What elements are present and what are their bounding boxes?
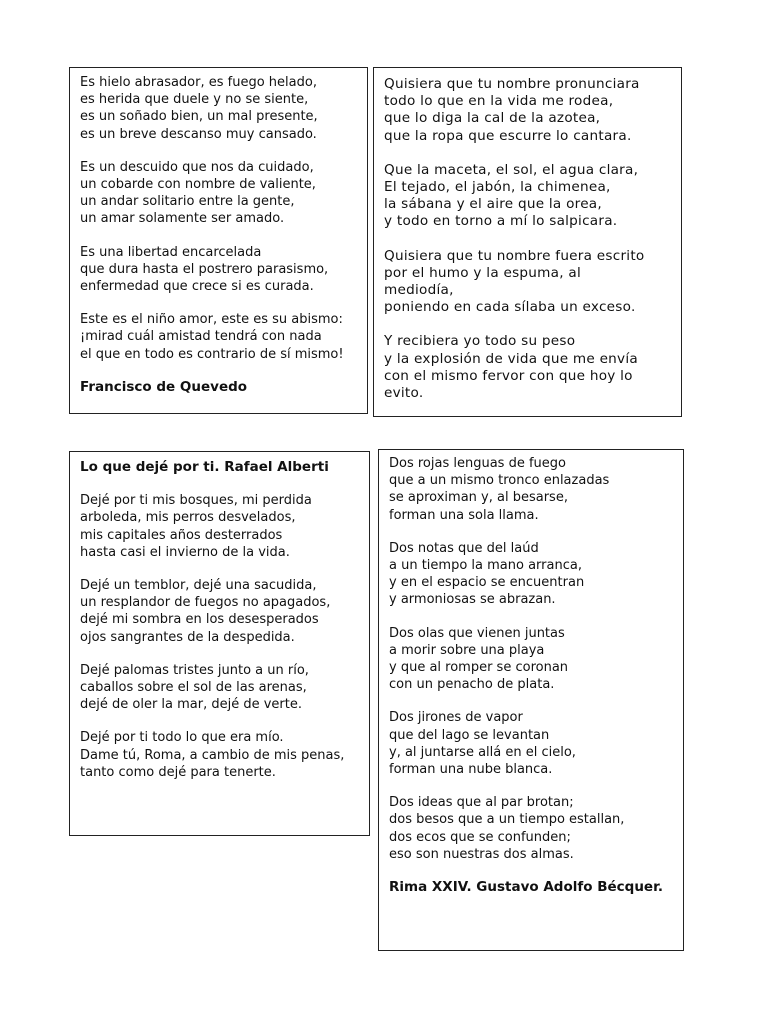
poem-line: dejé de oler la mar, dejé de verte. bbox=[80, 697, 303, 713]
poem-line: dos besos que a un tiempo estallan, bbox=[389, 812, 625, 828]
stanza bbox=[384, 76, 681, 145]
poem-line: Dejé palomas tristes junto a un río, bbox=[80, 662, 309, 678]
poem-box-quevedo bbox=[69, 67, 368, 414]
poem-line: que dura hasta el postrero parasismo, bbox=[80, 261, 329, 277]
poem-line: con el mismo fervor con que hoy lo bbox=[384, 367, 633, 384]
stanza bbox=[80, 311, 367, 363]
poem-box-alberti bbox=[69, 451, 370, 836]
poem-body bbox=[384, 76, 681, 402]
poem-line: dos ecos que se confunden; bbox=[389, 829, 571, 845]
poem-line: arboleda, mis perros desvelados, bbox=[80, 510, 296, 526]
stanza bbox=[80, 662, 369, 714]
poem-line: Que la maceta, el sol, el agua clara, bbox=[384, 161, 639, 178]
poem-body bbox=[80, 492, 369, 781]
poem-line: un andar solitario entre la gente, bbox=[80, 194, 295, 210]
poem-line: enfermedad que crece si es curada. bbox=[80, 279, 314, 295]
poem-box-becquer bbox=[378, 449, 684, 951]
poem-line: Dejé por ti mis bosques, mi perdida bbox=[80, 493, 312, 509]
stanza bbox=[80, 729, 369, 781]
poem-line: forman una sola llama. bbox=[389, 507, 539, 523]
poem-line: evito. bbox=[384, 385, 424, 402]
poem-line: Y recibiera yo todo su peso bbox=[384, 333, 576, 350]
poem-line: ¡mirad cuál amistad tendrá con nada bbox=[80, 329, 322, 345]
stanza bbox=[389, 540, 683, 609]
poem-author: Francisco de Quevedo bbox=[80, 378, 248, 395]
poem-line: es herida que duele y no se siente, bbox=[80, 92, 309, 108]
poem-line: Es una libertad encarcelada bbox=[80, 244, 262, 260]
poem-line: un amar solamente ser amado. bbox=[80, 211, 285, 227]
poem-author: Rima XXIV. Gustavo Adolfo Bécquer. bbox=[389, 879, 663, 896]
poem-line: caballos sobre el sol de las arenas, bbox=[80, 680, 307, 696]
poem-line: Dejé un temblor, dejé una sacudida, bbox=[80, 578, 317, 594]
poem-line: con un penacho de plata. bbox=[389, 677, 555, 693]
poem-line: Dejé por ti todo lo que era mío. bbox=[80, 730, 284, 746]
stanza bbox=[80, 492, 369, 561]
poem-line: ojos sangrantes de la despedida. bbox=[80, 629, 295, 645]
poem-line: todo lo que en la vida me rodea, bbox=[384, 93, 614, 110]
stanza bbox=[80, 244, 367, 296]
poem-line: Dos olas que vienen juntas bbox=[389, 625, 565, 641]
poem-line: que lo diga la cal de la azotea, bbox=[384, 110, 601, 127]
poem-line: a un tiempo la mano arranca, bbox=[389, 558, 582, 574]
poem-line: y que al romper se coronan bbox=[389, 660, 569, 676]
poem-line: Quisiera que tu nombre fuera escrito bbox=[384, 247, 645, 264]
poem-line: por el humo y la espuma, al bbox=[384, 264, 581, 281]
poem-body bbox=[389, 455, 683, 863]
poem-line: Dos notas que del laúd bbox=[389, 540, 539, 556]
stanza bbox=[384, 248, 681, 317]
poem-line: forman una nube blanca. bbox=[389, 762, 553, 778]
poem-line: Dos rojas lenguas de fuego bbox=[389, 456, 566, 471]
poem-line: Dame tú, Roma, a cambio de mis penas, bbox=[80, 747, 345, 763]
poem-line: es un breve descanso muy cansado. bbox=[80, 126, 317, 142]
poem-line: hasta casi el invierno de la vida. bbox=[80, 544, 290, 560]
stanza bbox=[389, 625, 683, 694]
poem-line: y todo en torno a mí lo salpicara. bbox=[384, 213, 618, 230]
poem-line: mediodía, bbox=[384, 282, 454, 299]
poem-line: a morir sobre una playa bbox=[389, 642, 545, 658]
poem-box-nombre bbox=[373, 67, 682, 417]
stanza bbox=[389, 794, 683, 863]
stanza bbox=[384, 333, 681, 402]
poem-line: Este es el niño amor, este es su abismo: bbox=[80, 312, 343, 328]
stanza bbox=[389, 709, 683, 778]
stanza bbox=[80, 577, 369, 646]
poem-title: Lo que dejé por ti. Rafael Alberti bbox=[80, 459, 329, 475]
poem-line: y armoniosas se abrazan. bbox=[389, 592, 556, 608]
poem-line: se aproximan y, al besarse, bbox=[389, 490, 568, 506]
poem-body bbox=[80, 74, 367, 363]
poem-line: y en el espacio se encuentran bbox=[389, 575, 585, 591]
poem-line: Es un descuido que nos da cuidado, bbox=[80, 159, 314, 175]
poem-line: es un soñado bien, un mal presente, bbox=[80, 109, 318, 125]
poem-line: poniendo en cada sílaba un exceso. bbox=[384, 299, 636, 316]
poem-line: Quisiera que tu nombre pronunciara bbox=[384, 76, 640, 92]
stanza bbox=[384, 162, 681, 231]
poem-line: eso son nuestras dos almas. bbox=[389, 846, 574, 862]
poem-line: tanto como dejé para tenerte. bbox=[80, 764, 276, 780]
poem-line: El tejado, el jabón, la chimenea, bbox=[384, 179, 611, 196]
poem-line: Es hielo abrasador, es fuego helado, bbox=[80, 75, 317, 90]
poem-line: la sábana y el aire que la orea, bbox=[384, 196, 602, 213]
poem-line: un resplandor de fuegos no apagados, bbox=[80, 595, 331, 611]
stanza bbox=[80, 159, 367, 228]
poem-line: mis capitales años desterrados bbox=[80, 527, 283, 543]
poem-line: que la ropa que escurre lo cantara. bbox=[384, 127, 632, 144]
poem-line: que del lago se levantan bbox=[389, 727, 550, 743]
poem-line: y la explosión de vida que me envía bbox=[384, 350, 638, 367]
poem-line: dejé mi sombra en los desesperados bbox=[80, 612, 319, 628]
poem-line: que a un mismo tronco enlazadas bbox=[389, 473, 610, 489]
poem-line: Dos ideas que al par brotan; bbox=[389, 795, 574, 811]
poem-line: Dos jirones de vapor bbox=[389, 710, 523, 726]
stanza bbox=[80, 74, 367, 143]
poem-line: un cobarde con nombre de valiente, bbox=[80, 177, 316, 193]
stanza bbox=[389, 455, 683, 524]
poem-line: el que en todo es contrario de sí mismo! bbox=[80, 346, 344, 362]
poem-line: y, al juntarse allá en el cielo, bbox=[389, 744, 576, 760]
